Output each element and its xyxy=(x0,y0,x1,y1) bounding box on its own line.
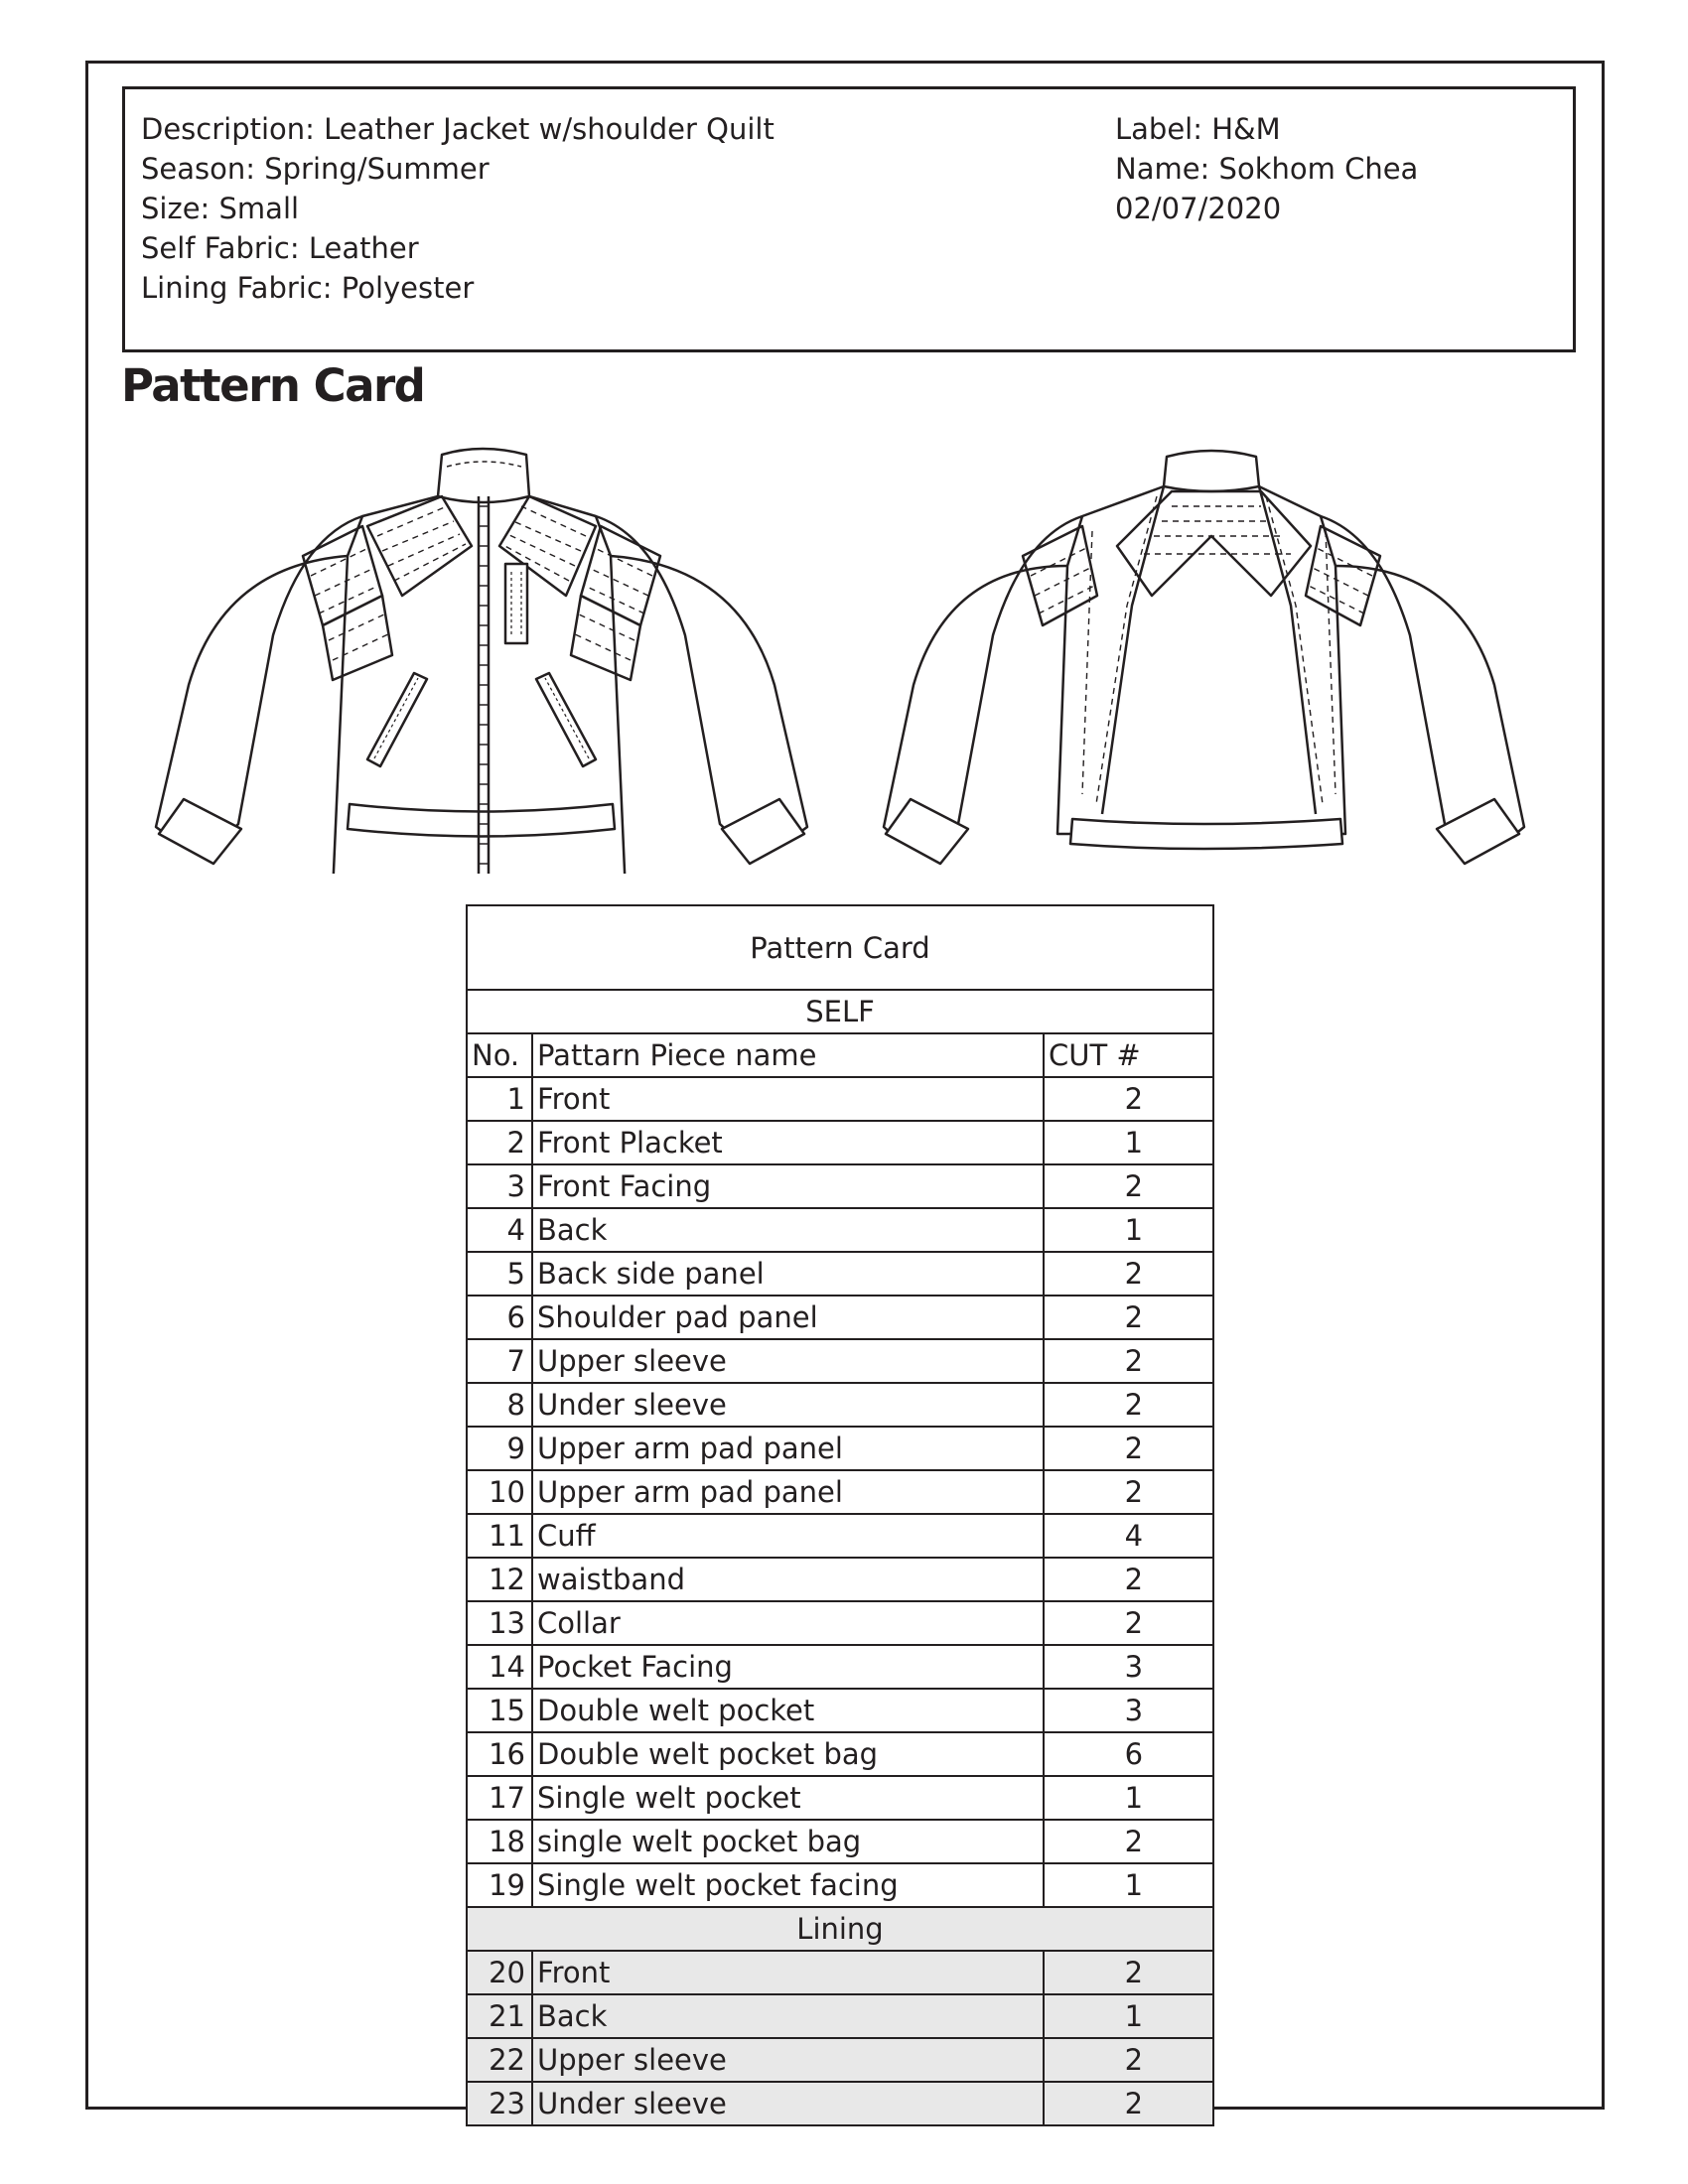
self-row xyxy=(467,1339,1213,1383)
piece-name: Back xyxy=(532,1994,1044,2038)
piece-number: 11 xyxy=(467,1514,532,1558)
spec-info-box xyxy=(122,86,1576,352)
spec-info-left xyxy=(141,109,774,308)
piece-number: 21 xyxy=(467,1994,532,2038)
self-row xyxy=(467,1208,1213,1252)
jacket-front-sketch xyxy=(144,437,839,874)
lining-fabric-text: Lining Fabric: Polyester xyxy=(141,271,475,305)
cut-count: 2 xyxy=(1044,1164,1213,1208)
piece-name: waistband xyxy=(532,1558,1044,1601)
self-section-row xyxy=(467,990,1213,1033)
self-row xyxy=(467,1776,1213,1820)
piece-number: 3 xyxy=(467,1164,532,1208)
piece-number: 6 xyxy=(467,1296,532,1339)
piece-number: 22 xyxy=(467,2038,532,2082)
cut-count: 2 xyxy=(1044,1339,1213,1383)
description-text: Description: Leather Jacket w/shoulder Quilt xyxy=(141,112,774,146)
self-row xyxy=(467,1121,1213,1164)
piece-name: Back xyxy=(532,1208,1044,1252)
piece-name: Pocket Facing xyxy=(532,1645,1044,1689)
cut-count: 1 xyxy=(1044,1208,1213,1252)
lining-section-row xyxy=(467,1907,1213,1951)
self-row xyxy=(467,1077,1213,1121)
piece-name: Upper sleeve xyxy=(532,1339,1044,1383)
piece-name: Shoulder pad panel xyxy=(532,1296,1044,1339)
lining-row xyxy=(467,1994,1213,2038)
piece-name: Front Placket xyxy=(532,1121,1044,1164)
piece-number: 10 xyxy=(467,1470,532,1514)
self-row xyxy=(467,1601,1213,1645)
cut-count: 2 xyxy=(1044,1252,1213,1296)
cut-count: 2 xyxy=(1044,1296,1213,1339)
piece-number: 4 xyxy=(467,1208,532,1252)
header-cut: CUT # xyxy=(1044,1033,1213,1077)
cut-count: 3 xyxy=(1044,1645,1213,1689)
piece-number: 13 xyxy=(467,1601,532,1645)
piece-name: Collar xyxy=(532,1601,1044,1645)
piece-number: 23 xyxy=(467,2082,532,2125)
piece-name: Under sleeve xyxy=(532,1383,1044,1427)
piece-number: 15 xyxy=(467,1689,532,1732)
piece-number: 20 xyxy=(467,1951,532,1994)
cut-count: 1 xyxy=(1044,1994,1213,2038)
header-no: No. xyxy=(467,1033,532,1077)
piece-number: 16 xyxy=(467,1732,532,1776)
piece-number: 18 xyxy=(467,1820,532,1863)
cut-count: 4 xyxy=(1044,1514,1213,1558)
piece-number: 14 xyxy=(467,1645,532,1689)
self-row xyxy=(467,1732,1213,1776)
cut-count: 3 xyxy=(1044,1689,1213,1732)
name-text: Name: Sokhom Chea xyxy=(1115,152,1419,186)
self-row xyxy=(467,1252,1213,1296)
piece-number: 12 xyxy=(467,1558,532,1601)
self-row xyxy=(467,1164,1213,1208)
pattern-card-table xyxy=(466,904,1214,2126)
piece-number: 8 xyxy=(467,1383,532,1427)
size-text: Size: Small xyxy=(141,192,300,225)
cut-count: 2 xyxy=(1044,1558,1213,1601)
self-row xyxy=(467,1558,1213,1601)
cut-count: 1 xyxy=(1044,1776,1213,1820)
lining-row xyxy=(467,2038,1213,2082)
piece-name: Upper arm pad panel xyxy=(532,1427,1044,1470)
cut-count: 2 xyxy=(1044,1470,1213,1514)
piece-number: 1 xyxy=(467,1077,532,1121)
piece-name: Upper sleeve xyxy=(532,2038,1044,2082)
self-fabric-text: Self Fabric: Leather xyxy=(141,231,419,265)
cut-count: 6 xyxy=(1044,1732,1213,1776)
piece-name: Front xyxy=(532,1077,1044,1121)
piece-name: Under sleeve xyxy=(532,2082,1044,2125)
self-section-label: SELF xyxy=(467,990,1213,1033)
cut-count: 2 xyxy=(1044,1077,1213,1121)
piece-name: Double welt pocket bag xyxy=(532,1732,1044,1776)
lining-row xyxy=(467,2082,1213,2125)
table-title: Pattern Card xyxy=(467,905,1213,990)
lining-section-label: Lining xyxy=(467,1907,1213,1951)
self-row xyxy=(467,1514,1213,1558)
piece-number: 9 xyxy=(467,1427,532,1470)
pattern-card-body xyxy=(467,905,1213,2125)
cut-count: 2 xyxy=(1044,2038,1213,2082)
self-row xyxy=(467,1689,1213,1732)
cut-count: 2 xyxy=(1044,1601,1213,1645)
page-title: Pattern Card xyxy=(121,359,425,412)
piece-number: 7 xyxy=(467,1339,532,1383)
table-header-row xyxy=(467,1033,1213,1077)
cut-count: 1 xyxy=(1044,1863,1213,1907)
piece-name: single welt pocket bag xyxy=(532,1820,1044,1863)
piece-name: Double welt pocket xyxy=(532,1689,1044,1732)
table-title-row xyxy=(467,905,1213,990)
lining-row xyxy=(467,1951,1213,1994)
header-piece-name: Pattarn Piece name xyxy=(532,1033,1044,1077)
self-row xyxy=(467,1645,1213,1689)
piece-name: Front xyxy=(532,1951,1044,1994)
spec-info-right xyxy=(1115,109,1418,228)
piece-name: Upper arm pad panel xyxy=(532,1470,1044,1514)
piece-number: 2 xyxy=(467,1121,532,1164)
jacket-back-sketch xyxy=(874,437,1569,874)
piece-number: 17 xyxy=(467,1776,532,1820)
piece-name: Cuff xyxy=(532,1514,1044,1558)
piece-name: Single welt pocket facing xyxy=(532,1863,1044,1907)
self-row xyxy=(467,1470,1213,1514)
cut-count: 2 xyxy=(1044,2082,1213,2125)
cut-count: 2 xyxy=(1044,1820,1213,1863)
cut-count: 2 xyxy=(1044,1427,1213,1470)
self-row xyxy=(467,1383,1213,1427)
label-text: Label: H&M xyxy=(1115,112,1281,146)
piece-name: Front Facing xyxy=(532,1164,1044,1208)
piece-number: 5 xyxy=(467,1252,532,1296)
piece-number: 19 xyxy=(467,1863,532,1907)
self-row xyxy=(467,1820,1213,1863)
self-row xyxy=(467,1427,1213,1470)
season-text: Season: Spring/Summer xyxy=(141,152,490,186)
self-row xyxy=(467,1296,1213,1339)
cut-count: 1 xyxy=(1044,1121,1213,1164)
piece-name: Back side panel xyxy=(532,1252,1044,1296)
cut-count: 2 xyxy=(1044,1951,1213,1994)
self-row xyxy=(467,1863,1213,1907)
cut-count: 2 xyxy=(1044,1383,1213,1427)
date-text: 02/07/2020 xyxy=(1115,192,1282,225)
piece-name: Single welt pocket xyxy=(532,1776,1044,1820)
